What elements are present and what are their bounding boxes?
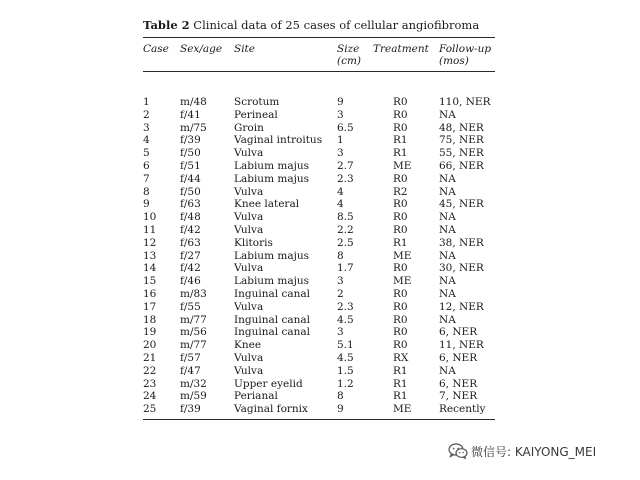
header-followup-line1: Follow-up: [439, 43, 492, 55]
cell-size: 2.3: [337, 300, 354, 313]
cell-sex-age: f/51: [180, 159, 201, 172]
cell-treatment: R1: [393, 147, 408, 160]
cell-site: Vulva: [234, 147, 264, 160]
cell-size: 8: [337, 390, 344, 403]
cell-case: 23: [143, 377, 157, 390]
cell-sex-age: f/27: [180, 249, 201, 262]
cell-treatment: R1: [393, 364, 408, 377]
table-row: [143, 326, 495, 339]
cell-case: 24: [143, 390, 157, 403]
cell-followup: 6, NER: [439, 326, 478, 339]
table-caption: [143, 18, 495, 32]
cell-sex-age: m/32: [180, 377, 207, 390]
cell-treatment: R1: [393, 134, 408, 147]
header-case: Case: [143, 43, 169, 55]
cell-treatment: R1: [393, 377, 408, 390]
cell-case: 19: [143, 326, 157, 339]
cell-site: Scrotum: [234, 96, 280, 108]
cell-followup: 110, NER: [439, 96, 491, 108]
table-container: [143, 18, 495, 420]
cell-followup: 12, NER: [439, 300, 484, 313]
cell-size: 3: [337, 108, 344, 121]
table-row: [143, 339, 495, 352]
cell-case: 22: [143, 364, 157, 377]
table-row: [143, 378, 495, 391]
table-row: [143, 160, 495, 173]
table-row: [143, 301, 495, 314]
cell-size: 5.1: [337, 339, 354, 352]
table-caption-label: Table 2: [143, 18, 190, 32]
cell-treatment: R0: [393, 339, 408, 352]
header-size-line1: Size: [337, 43, 360, 55]
cell-followup: 38, NER: [439, 236, 484, 249]
table-body: [143, 72, 495, 420]
cell-treatment: R0: [393, 172, 408, 185]
cell-treatment: R0: [393, 326, 408, 339]
cell-case: 3: [143, 121, 150, 134]
cell-sex-age: f/47: [180, 364, 201, 377]
cell-treatment: ME: [393, 403, 412, 416]
cell-size: 4.5: [337, 313, 354, 326]
table-row: [143, 390, 495, 403]
cell-site: Knee: [234, 339, 262, 352]
cell-followup: NA: [439, 108, 456, 121]
cell-case: 21: [143, 351, 157, 364]
cell-site: Perineal: [234, 108, 278, 121]
cell-site: Vulva: [234, 185, 264, 198]
cell-site: Knee lateral: [234, 198, 300, 211]
cell-site: Perianal: [234, 390, 278, 403]
cell-size: 1.7: [337, 262, 354, 275]
cell-site: Inguinal canal: [234, 287, 310, 300]
cell-treatment: R0: [393, 223, 408, 236]
clinical-data-table: [143, 38, 495, 420]
cell-site: Labium majus: [234, 159, 309, 172]
cell-treatment: R0: [393, 198, 408, 211]
cell-case: 6: [143, 159, 150, 172]
cell-site: Klitoris: [234, 236, 273, 249]
cell-treatment: R0: [393, 300, 408, 313]
cell-site: Labium majus: [234, 275, 309, 288]
cell-case: 10: [143, 211, 157, 224]
table-row: [143, 365, 495, 378]
cell-treatment: R0: [393, 262, 408, 275]
cell-case: 12: [143, 236, 157, 249]
table-row: [143, 173, 495, 186]
cell-case: 7: [143, 172, 150, 185]
cell-sex-age: f/41: [180, 108, 201, 121]
cell-sex-age: f/39: [180, 134, 201, 147]
cell-followup: 45, NER: [439, 198, 484, 211]
cell-size: 1.2: [337, 377, 354, 390]
cell-case: 1: [143, 96, 150, 108]
cell-sex-age: m/59: [180, 390, 207, 403]
table-row: [143, 147, 495, 160]
cell-followup: NA: [439, 172, 456, 185]
cell-sex-age: f/50: [180, 185, 201, 198]
cell-sex-age: f/39: [180, 403, 201, 416]
cell-case: 8: [143, 185, 150, 198]
cell-case: 11: [143, 223, 157, 236]
table-row: [143, 288, 495, 301]
cell-size: 2: [337, 287, 344, 300]
cell-site: Vaginal introitus: [234, 134, 323, 147]
cell-followup: 55, NER: [439, 147, 484, 160]
cell-sex-age: m/83: [180, 287, 207, 300]
cell-treatment: R2: [393, 185, 408, 198]
header-followup-line2: (mos): [439, 55, 469, 67]
table-row: [143, 403, 495, 419]
cell-sex-age: f/63: [180, 236, 201, 249]
cell-case: 9: [143, 198, 150, 211]
cell-sex-age: m/77: [180, 339, 207, 352]
cell-sex-age: f/42: [180, 262, 201, 275]
table-row: [143, 262, 495, 275]
table-row: [143, 72, 495, 109]
cell-sex-age: f/57: [180, 351, 201, 364]
cell-size: 3: [337, 326, 344, 339]
cell-followup: 75, NER: [439, 134, 484, 147]
cell-treatment: R1: [393, 390, 408, 403]
cell-followup: 7, NER: [439, 390, 478, 403]
table-row: [143, 109, 495, 122]
cell-treatment: R1: [393, 236, 408, 249]
cell-site: Groin: [234, 121, 264, 134]
cell-sex-age: f/63: [180, 198, 201, 211]
cell-size: 4.5: [337, 351, 354, 364]
table-row: [143, 224, 495, 237]
table-row: [143, 237, 495, 250]
cell-treatment: RX: [393, 351, 409, 364]
cell-followup: 6, NER: [439, 377, 478, 390]
cell-case: 4: [143, 134, 150, 147]
cell-size: 2.2: [337, 223, 354, 236]
cell-followup: NA: [439, 313, 456, 326]
cell-site: Vulva: [234, 211, 264, 224]
cell-sex-age: f/48: [180, 211, 201, 224]
table-header-row: [143, 38, 495, 72]
cell-treatment: R0: [393, 108, 408, 121]
cell-site: Labium majus: [234, 249, 309, 262]
cell-site: Labium majus: [234, 172, 309, 185]
cell-followup: 48, NER: [439, 121, 484, 134]
cell-followup: NA: [439, 249, 456, 262]
cell-treatment: R0: [393, 96, 408, 108]
cell-sex-age: m/77: [180, 313, 207, 326]
cell-size: 4: [337, 198, 344, 211]
cell-case: 20: [143, 339, 157, 352]
cell-size: 2.7: [337, 159, 354, 172]
cell-size: 1: [337, 134, 344, 147]
cell-size: 2.3: [337, 172, 354, 185]
watermark-text: 微信号: KAIYONG_MEI: [471, 444, 597, 459]
cell-site: Vulva: [234, 262, 264, 275]
cell-case: 25: [143, 403, 157, 416]
cell-size: 2.5: [337, 236, 354, 249]
header-followup: [439, 38, 495, 72]
cell-size: 8: [337, 249, 344, 262]
cell-followup: 66, NER: [439, 159, 484, 172]
table-row: [143, 352, 495, 365]
cell-site: Inguinal canal: [234, 313, 310, 326]
cell-followup: NA: [439, 211, 456, 224]
table-row: [143, 122, 495, 135]
cell-case: 16: [143, 287, 157, 300]
cell-case: 18: [143, 313, 157, 326]
cell-treatment: ME: [393, 249, 412, 262]
header-size-line2: (cm): [337, 55, 362, 67]
header-size: [337, 38, 373, 72]
cell-case: 15: [143, 275, 157, 288]
cell-treatment: ME: [393, 275, 412, 288]
cell-sex-age: f/44: [180, 172, 201, 185]
table-row: [143, 198, 495, 211]
cell-followup: NA: [439, 185, 456, 198]
cell-site: Vulva: [234, 223, 264, 236]
table-row: [143, 211, 495, 224]
cell-site: Vulva: [234, 351, 264, 364]
cell-sex-age: f/55: [180, 300, 201, 313]
cell-sex-age: m/56: [180, 326, 207, 339]
table-row: [143, 314, 495, 327]
cell-size: 3: [337, 147, 344, 160]
cell-treatment: R0: [393, 211, 408, 224]
cell-case: 17: [143, 300, 157, 313]
table-row: [143, 250, 495, 263]
cell-sex-age: f/42: [180, 223, 201, 236]
cell-treatment: R0: [393, 287, 408, 300]
table-row: [143, 275, 495, 288]
table-caption-text: Clinical data of 25 cases of cellular angiofibroma: [193, 18, 480, 32]
cell-size: 3: [337, 275, 344, 288]
wechat-watermark: [448, 442, 596, 460]
cell-sex-age: f/50: [180, 147, 201, 160]
cell-treatment: R0: [393, 313, 408, 326]
cell-followup: 11, NER: [439, 339, 484, 352]
cell-site: Inguinal canal: [234, 326, 310, 339]
cell-site: Vaginal fornix: [234, 403, 308, 416]
cell-followup: NA: [439, 275, 456, 288]
cell-sex-age: m/75: [180, 121, 207, 134]
cell-case: 13: [143, 249, 157, 262]
cell-followup: NA: [439, 223, 456, 236]
cell-size: 4: [337, 185, 344, 198]
cell-followup: NA: [439, 364, 456, 377]
cell-case: 5: [143, 147, 150, 160]
cell-case: 2: [143, 108, 150, 121]
cell-followup: Recently: [439, 403, 486, 416]
cell-sex-age: f/46: [180, 275, 201, 288]
cell-site: Upper eyelid: [234, 377, 303, 390]
header-sex-age: Sex/age: [180, 43, 223, 55]
cell-size: 1.5: [337, 364, 354, 377]
cell-size: 6.5: [337, 121, 354, 134]
header-treatment: Treatment: [373, 43, 429, 55]
cell-size: 9: [337, 403, 344, 416]
cell-size: 8.5: [337, 211, 354, 224]
cell-site: Vulva: [234, 364, 264, 377]
cell-treatment: ME: [393, 159, 412, 172]
cell-size: 9: [337, 96, 344, 108]
header-site: Site: [234, 43, 255, 55]
table-row: [143, 186, 495, 199]
cell-treatment: R0: [393, 121, 408, 134]
cell-followup: NA: [439, 287, 456, 300]
cell-site: Vulva: [234, 300, 264, 313]
table-row: [143, 134, 495, 147]
cell-case: 14: [143, 262, 157, 275]
cell-followup: 6, NER: [439, 351, 478, 364]
cell-sex-age: m/48: [180, 96, 207, 108]
wechat-icon: [448, 443, 468, 459]
cell-followup: 30, NER: [439, 262, 484, 275]
